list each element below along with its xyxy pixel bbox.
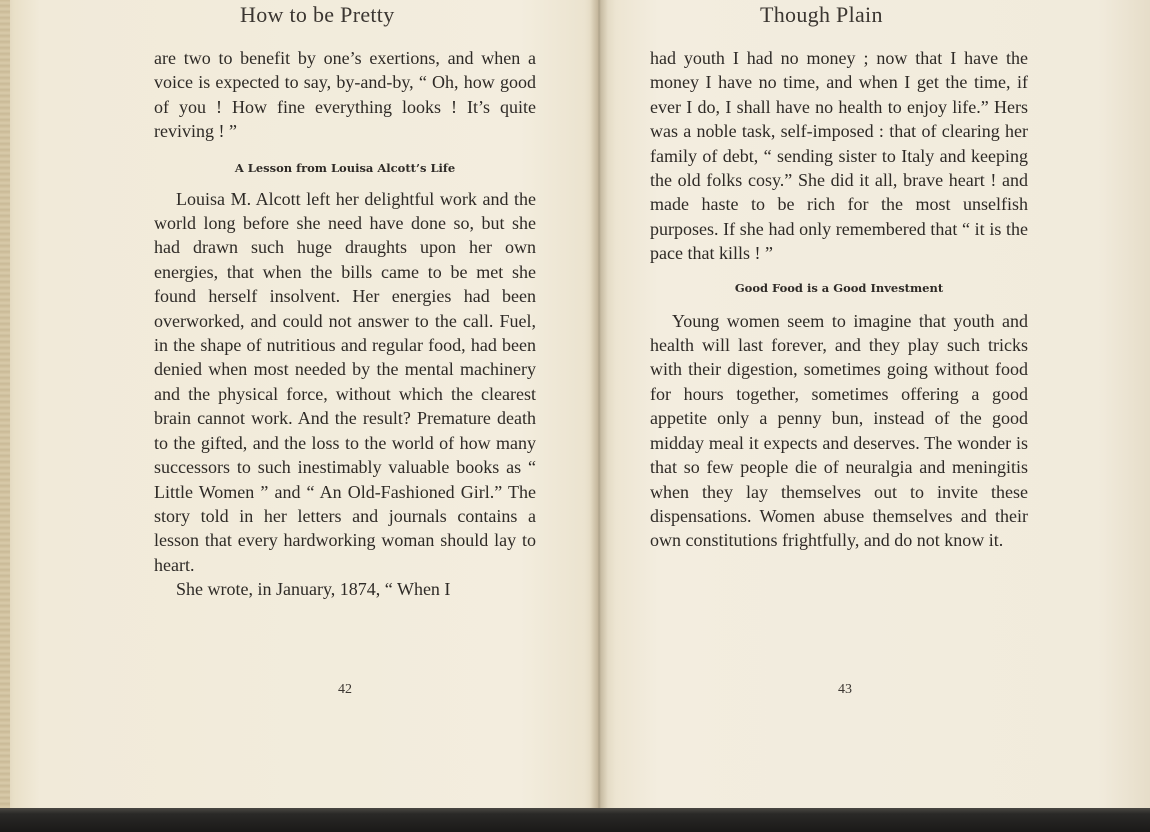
left-page-number: 42 <box>338 682 352 697</box>
right-page <box>598 0 1150 808</box>
left-section-heading: A Lesson from Louisa Alcott’s Life <box>234 160 456 175</box>
right-section-heading: Good Food is a Good Investment <box>734 280 944 295</box>
left-running-head: How to be Pretty <box>240 2 395 27</box>
book-bottom-edge <box>0 808 1150 832</box>
left-opening-paragraph: are two to benefit by one’s exertions, and when a voice is expected to say, by-and-by, “ Oh, how good of you ! How fine everything looks ! It’s quite reviving ! ” <box>154 48 536 142</box>
right-opening-paragraph: had youth I had no money ; now that I have the money I have no time, and when I get the time, if ever I do, I shall have no health to enjoy life.” Hers was a noble task, self-imposed : that of clearing her family of debt, “ sending sister to Italy and keeping the old folks cosy.” She did it all, brave heart ! and made haste to be rich for the most unselfish purposes. If she had only remembered that “ it is the pace that kills ! ” <box>650 48 1028 264</box>
left-paragraph-1: Louisa M. Alcott left her delightful work and the world long before she need have done so, but she had drawn such huge draughts upon her own energies, that when the bills came to be met she found herself insolvent. Her energies had been overworked, and could not answer to the call. Fuel, in the shape of nutritious and regular food, had been denied when most needed by the mental machinery and the physical force, without which the clearest brain cannot work. And the result? Premature death to the gifted, and the loss to the world of how many successors to such inestimably valuable books as “ Little Women ” and “ An Old-Fashioned Girl.” The story told in her letters and journals contains a lesson that every hardworking woman should lay to heart. <box>154 188 536 575</box>
book-gutter <box>590 0 608 808</box>
right-paragraph-1: Young women seem to imagine that youth and health will last forever, and they play such tricks with their digestion, sometimes going without food for hours together, sometimes offering a good appetite only a penny bun, instead of the good midday meal it expects and deserves. The wonder is that so few people die of neuralgia and meningitis when they lay themselves out to invite these dispensations. Women abuse themselves and their own constitutions frightfully, and do not know it. <box>650 310 1028 551</box>
right-running-head: Though Plain <box>760 2 883 27</box>
left-paragraph-2: She wrote, in January, 1874, “ When I <box>176 579 451 600</box>
left-page-text <box>154 46 536 602</box>
right-page-text <box>650 46 1028 553</box>
right-page-number: 43 <box>838 682 852 697</box>
